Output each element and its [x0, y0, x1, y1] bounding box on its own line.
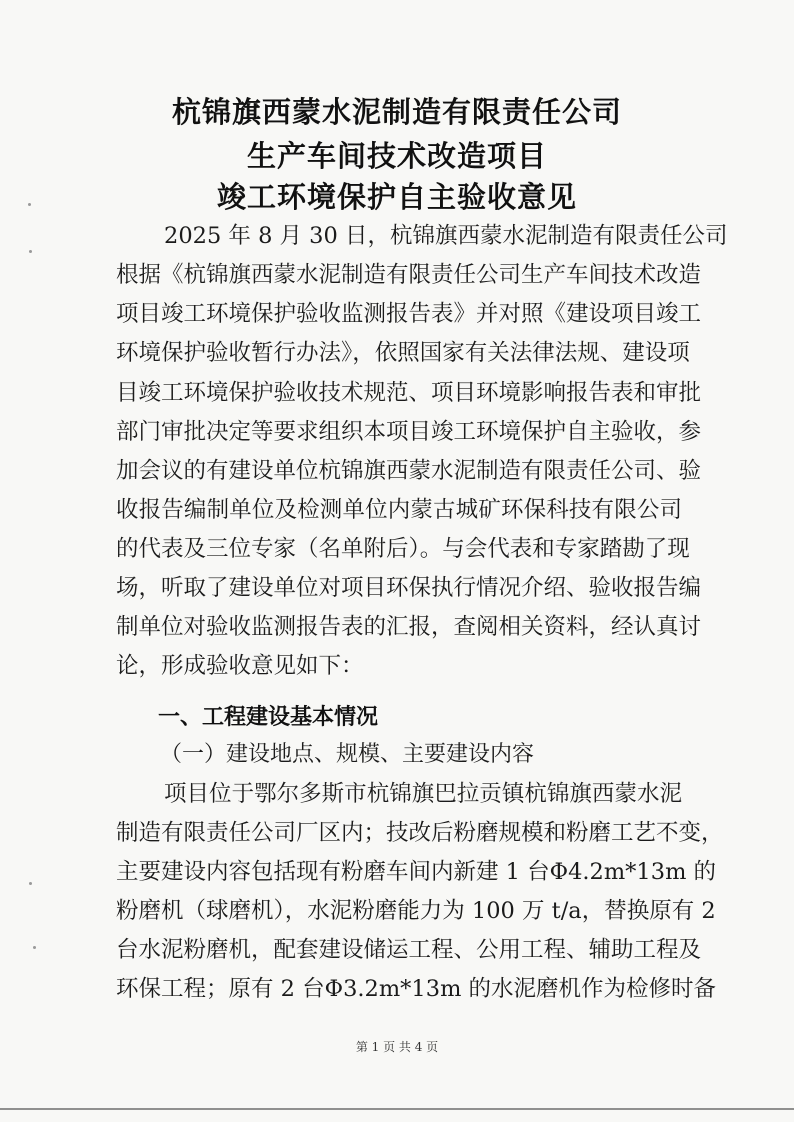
title-line-2: 生产车间技术改造项目 — [246, 139, 547, 173]
scan-speck — [33, 946, 36, 949]
body-line: 制造有限责任公司厂区内；技改后粉磨规模和粉磨工艺不变， — [116, 820, 724, 846]
intro-line: 部门审批决定等要求组织本项目竣工环境保护自主验收，参 — [116, 419, 702, 445]
intro-line: 的代表及三位专家（名单附后）。与会代表和专家踏勘了现 — [116, 536, 690, 562]
intro-line: 场，听取了建设单位对项目环保执行情况介绍、验收报告编 — [116, 575, 702, 601]
intro-line: 论，形成验收意见如下： — [116, 653, 364, 679]
scan-speck — [28, 203, 31, 206]
intro-line: 制单位对验收监测报告表的汇报，查阅相关资料，经认真讨 — [116, 614, 702, 640]
title-line-3: 竣工环境保护自主验收意见 — [216, 180, 577, 214]
body-line: 环保工程；原有 2 台Φ3.2m*13m 的水泥磨机作为检修时备 — [116, 976, 717, 1002]
body-line: 项目位于鄂尔多斯市杭锦旗巴拉贡镇杭锦旗西蒙水泥 — [164, 781, 682, 807]
scan-speck — [29, 882, 32, 885]
body-line: 主要建设内容包括现有粉磨车间内新建 1 台Φ4.2m*13m 的 — [116, 859, 717, 885]
intro-line: 收报告编制单位及检测单位内蒙古城矿环保科技有限公司 — [116, 497, 682, 523]
body-line: 粉磨机（球磨机），水泥粉磨能力为 100 万 t/a，替换原有 2 — [116, 898, 716, 924]
scan-speck — [29, 250, 32, 253]
intro-line: 环境保护验收暂行办法》，依照国家有关法律法规、建设项 — [116, 340, 690, 366]
intro-line: 2025 年 8 月 30 日，杭锦旗西蒙水泥制造有限责任公司 — [164, 223, 728, 249]
intro-line: 项目竣工环境保护验收监测报告表》并对照《建设项目竣工 — [116, 301, 702, 327]
intro-line: 目竣工环境保护验收技术规范、项目环境影响报告表和审批 — [116, 380, 702, 406]
page-number-footer: 第 1 页 共 4 页 — [355, 1040, 439, 1054]
title-line-1: 杭锦旗西蒙水泥制造有限责任公司 — [171, 95, 622, 129]
subsection-heading: （一）建设地点、规模、主要建设内容 — [160, 742, 535, 767]
body-line: 台水泥粉磨机，配套建设储运工程、公用工程、辅助工程及 — [116, 937, 702, 963]
intro-line: 加会议的有建设单位杭锦旗西蒙水泥制造有限责任公司、验 — [116, 458, 702, 484]
scan-edge-rule — [0, 1108, 794, 1110]
intro-line: 根据《杭锦旗西蒙水泥制造有限责任公司生产车间技术改造 — [116, 262, 702, 288]
section-heading: 一、工程建设基本情况 — [158, 705, 379, 730]
